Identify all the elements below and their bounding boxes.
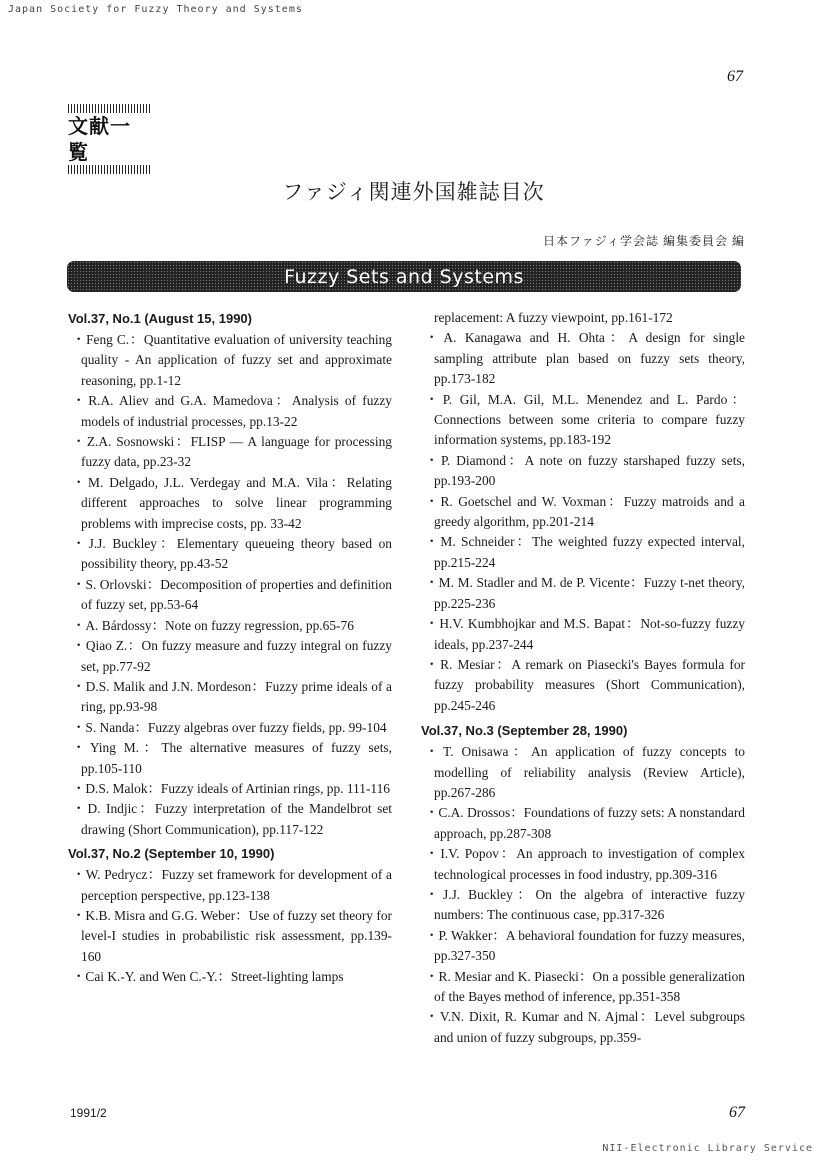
footer-service: NII-Electronic Library Service — [602, 1143, 813, 1154]
entry-continuation: replacement: A fuzzy viewpoint, pp.161-172 — [434, 310, 673, 325]
reference-entry: ・Ying M.：The alternative measures of fuzzy sets, pp.105-110 — [72, 740, 392, 776]
reference-entry: ・H.V. Kumbhojkar and M.S. Bapat：Not-so-fuzzy fuzzy ideals, pp.237-244 — [425, 616, 745, 652]
footer-page-number: 67 — [729, 1104, 745, 1121]
reference-entry: ・V.N. Dixit, R. Kumar and N. Ajmal：Level subgroups and union of fuzzy subgroups, pp.359- — [425, 1009, 745, 1045]
journal-banner — [67, 261, 741, 292]
reference-entry: ・S. Orlovski：Decomposition of properties and definition of fuzzy set, pp.53-64 — [72, 576, 392, 613]
volume-entries — [68, 865, 392, 987]
volume-entries — [68, 330, 392, 840]
volume-entries — [421, 328, 745, 716]
reference-entry: ・Feng C.：Quantitative evaluation of university teaching quality - An application of fuzzy set and approximate reasoning, pp.1-12 — [72, 332, 392, 388]
volume-heading: Vol.37, No.2 (September 10, 1990) — [68, 846, 275, 862]
reference-entry: ・C.A. Drossos：Foundations of fuzzy sets: A nonstandard approach, pp.287-308 — [425, 805, 745, 841]
footer-issue: 1991/2 — [70, 1106, 107, 1120]
reference-entry: ・J.J. Buckley：On the algebra of interactive fuzzy numbers: The continuous case, pp.317-326 — [425, 886, 745, 923]
volume-heading: Vol.37, No.1 (August 15, 1990) — [68, 311, 252, 326]
reference-entry: ・Qiao Z.：On fuzzy measure and fuzzy integral on fuzzy set, pp.77-92 — [72, 638, 392, 674]
reference-entry: ・K.B. Misra and G.G. Weber：Use of fuzzy set theory for level-I studies in probabilistic risk assessment, pp.139-160 — [72, 907, 392, 964]
reference-entry: ・R. Mesiar and K. Piasecki：On a possible generalization of the Bayes method of inference, pp.351-358 — [425, 968, 745, 1004]
reference-entry: ・S. Nanda：Fuzzy algebras over fuzzy fields, pp. 99-104 — [72, 719, 387, 735]
reference-entry: ・A. Bárdossy：Note on fuzzy regression, pp.65-76 — [72, 617, 354, 633]
decorative-stripe-bottom — [68, 165, 150, 174]
reference-entry: ・T. Onisawa：An application of fuzzy concepts to modelling of reliability analysis (Review Article), pp.267-286 — [425, 744, 745, 800]
reference-entry: ・M. Delgado, J.L. Verdegay and M.A. Vila：Relating different approaches to solve linear programming problems with imprecise costs, pp. 33-42 — [72, 474, 392, 531]
reference-entry: ・R. Mesiar：A remark on Piasecki's Bayes formula for fuzzy probability measures (Short Communication), pp.245-246 — [425, 656, 745, 713]
reference-entry: ・P. Diamond：A note on fuzzy starshaped fuzzy sets, pp.193-200 — [425, 452, 745, 489]
reference-entry: ・I.V. Popov：An approach to investigation of complex technological processes in food industry, pp.309-316 — [425, 846, 745, 882]
reference-entry: ・Cai K.-Y. and Wen C.-Y.：Street-lighting lamps — [72, 969, 344, 985]
reference-entry: ・M. Schneider：The weighted fuzzy expected interval, pp.215-224 — [425, 534, 745, 570]
editor-credit: 日本ファジィ学会誌 編集委員会 編 — [542, 234, 745, 248]
reference-entry: ・D.S. Malok：Fuzzy ideals of Artinian rings, pp. 111-116 — [72, 780, 390, 796]
right-column — [421, 308, 745, 1048]
reference-entry: ・P. Gil, M.A. Gil, M.L. Menendez and L. Pardo：Connections between some criteria to compare fuzzy information systems, pp.183-192 — [425, 391, 745, 448]
volume-entries — [421, 742, 745, 1048]
volume-heading: Vol.37, No.3 (September 28, 1990) — [421, 723, 628, 739]
page-number-top: 67 — [727, 68, 743, 85]
reference-entry: ・W. Pedrycz：Fuzzy set framework for development of a perception perspective, pp.123-138 — [72, 867, 392, 903]
decorative-stripe-top — [68, 104, 150, 113]
reference-entry: ・J.J. Buckley：Elementary queueing theory based on possibility theory, pp.43-52 — [72, 536, 392, 572]
left-column — [68, 308, 392, 988]
reference-entry: ・D.S. Malik and J.N. Mordeson：Fuzzy prime ideals of a ring, pp.93-98 — [72, 678, 392, 715]
section-label-text: 文献一覧 — [68, 114, 131, 164]
journal-banner-title: Fuzzy Sets and Systems — [284, 265, 524, 288]
page-title: ファジィ関連外国雑誌目次 — [282, 180, 545, 204]
society-header: Japan Society for Fuzzy Theory and Systems — [8, 4, 303, 15]
reference-entry: ・D. Indjic：Fuzzy interpretation of the Mandelbrot set drawing (Short Communication), pp.117-122 — [72, 801, 392, 837]
reference-entry: ・Z.A. Sosnowski：FLISP — A language for processing fuzzy data, pp.23-32 — [72, 434, 392, 470]
section-label — [68, 104, 150, 174]
reference-entry: ・P. Wakker：A behavioral foundation for fuzzy measures, pp.327-350 — [425, 927, 745, 964]
reference-entry: ・A. Kanagawa and H. Ohta：A design for single sampling attribute plan based on fuzzy sets theory, pp.173-182 — [425, 330, 745, 387]
reference-entry: ・R. Goetschel and W. Voxman：Fuzzy matroids and a greedy algorithm, pp.201-214 — [425, 493, 745, 530]
reference-entry: ・R.A. Aliev and G.A. Mamedova：Analysis of fuzzy models of industrial processes, pp.13-22 — [72, 393, 392, 429]
reference-entry: ・M. M. Stadler and M. de P. Vicente：Fuzzy t-net theory, pp.225-236 — [425, 575, 745, 611]
